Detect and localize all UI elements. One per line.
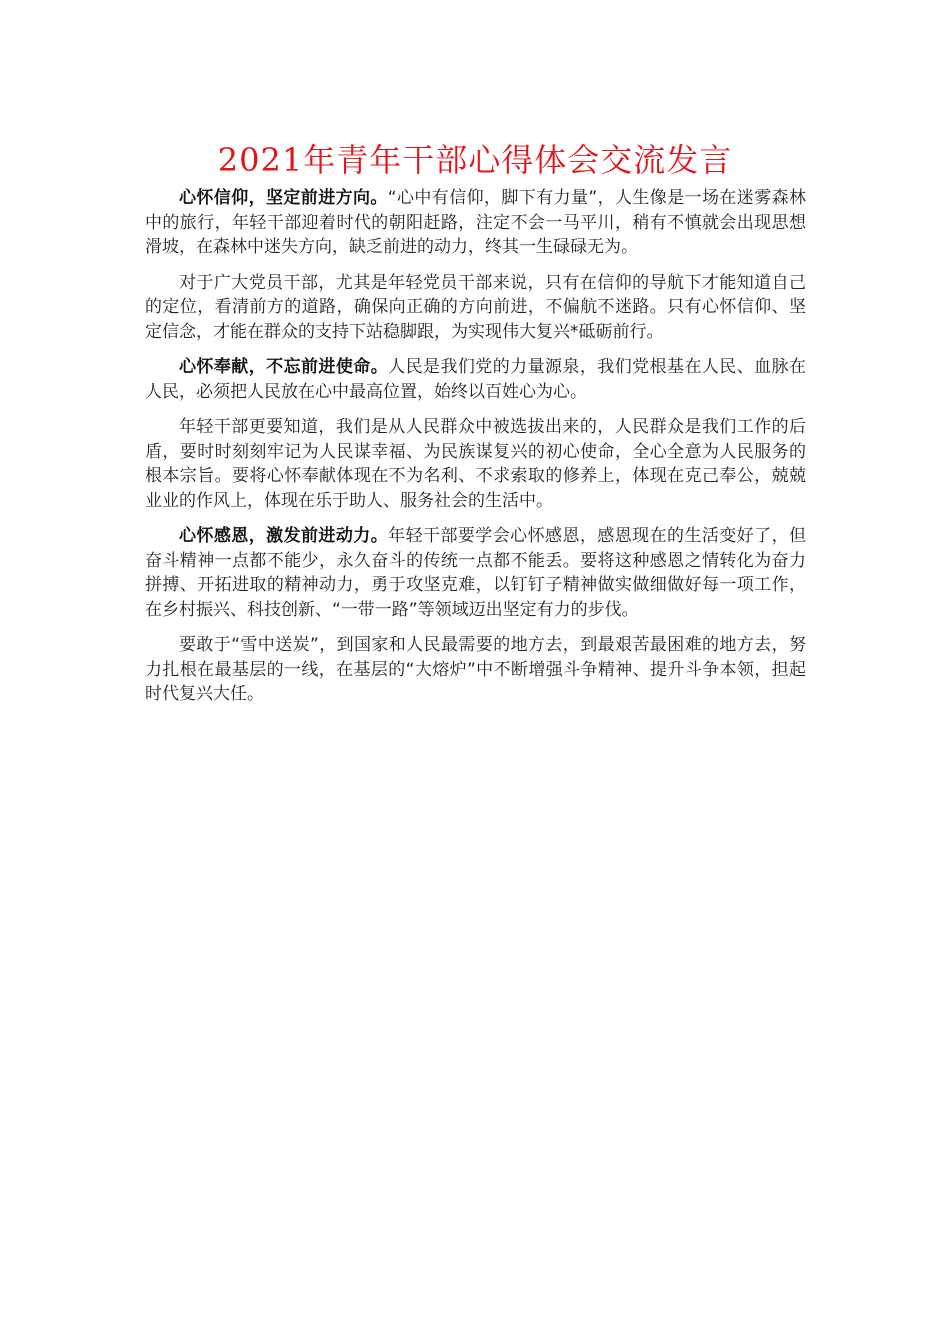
paragraph-3 xyxy=(145,355,806,404)
paragraph-1 xyxy=(145,186,806,260)
paragraph-lead: 心怀信仰，坚定前进方向。 xyxy=(179,188,388,208)
paragraph-text: 年轻干部更要知道，我们是从人民群众中被选拔出来的，人民群众是我们工作的后盾，要时时刻刻牢记为人民谋幸福、为民族谋复兴的初心使命，全心全意为人民服务的根本宗旨。要将心怀奉献体现在不为名利、不求索取的修养上，体现在克己奉公，兢兢业业的作风上，体现在乐于助人、服务社会的生活中。 xyxy=(145,417,806,511)
paragraph-text: 人民是我们党的力量源泉，我们党根基在人民、血脉在人民，必须把人民放在心中最高位置，始终以百姓心为心。 xyxy=(145,357,807,402)
paragraph-lead: 心怀奉献，不忘前进使命。 xyxy=(179,357,389,377)
paragraph-text: 要敢于“雪中送炭”，到国家和人民最需要的地方去，到最艰苦最困难的地方去，努力扎根在最基层的一线，在基层的“大熔炉”中不断增强斗争精神、提升斗争本领，担起时代复兴大任。 xyxy=(145,635,806,704)
paragraph-text: 对于广大党员干部，尤其是年轻党员干部来说，只有在信仰的导航下才能知道自己的定位，看清前方的道路，确保向正确的方向前进，不偏航不迷路。只有心怀信仰、坚定信念，才能在群众的支持下站稳脚跟，为实现伟大复兴*砥砺前行。 xyxy=(145,272,806,342)
document-body xyxy=(145,186,806,718)
document-title: 2021年青年干部心得体会交流发言 xyxy=(217,141,733,179)
paragraph-2 xyxy=(145,271,806,345)
paragraph-4 xyxy=(145,415,806,513)
paragraph-lead: 心怀感恩，激发前进动力。 xyxy=(179,526,389,546)
paragraph-text: “心中有信仰，脚下有力量”，人生像是一场在迷雾森林中的旅行，年轻干部迎着时代的朝阳赶路，注定不会一马平川，稍有不慎就会出现思想滑坡，在森林中迷失方向，缺乏前进的动力，终其一生碌碌无为。 xyxy=(145,188,806,257)
paragraph-6 xyxy=(145,633,806,707)
paragraph-text: 年轻干部要学会心怀感恩，感恩现在的生活变好了，但奋斗精神一点都不能少，永久奋斗的传统一点都不能丢。要将这种感恩之情转化为奋力拼搏、开拓进取的精神动力，勇于攻坚克难，以钉钉子精神做实做细做好每一项工作，在乡村振兴、科技创新、“一带一路”等领域迈出坚定有力的步伐。 xyxy=(145,526,807,620)
paragraph-5 xyxy=(145,524,806,622)
